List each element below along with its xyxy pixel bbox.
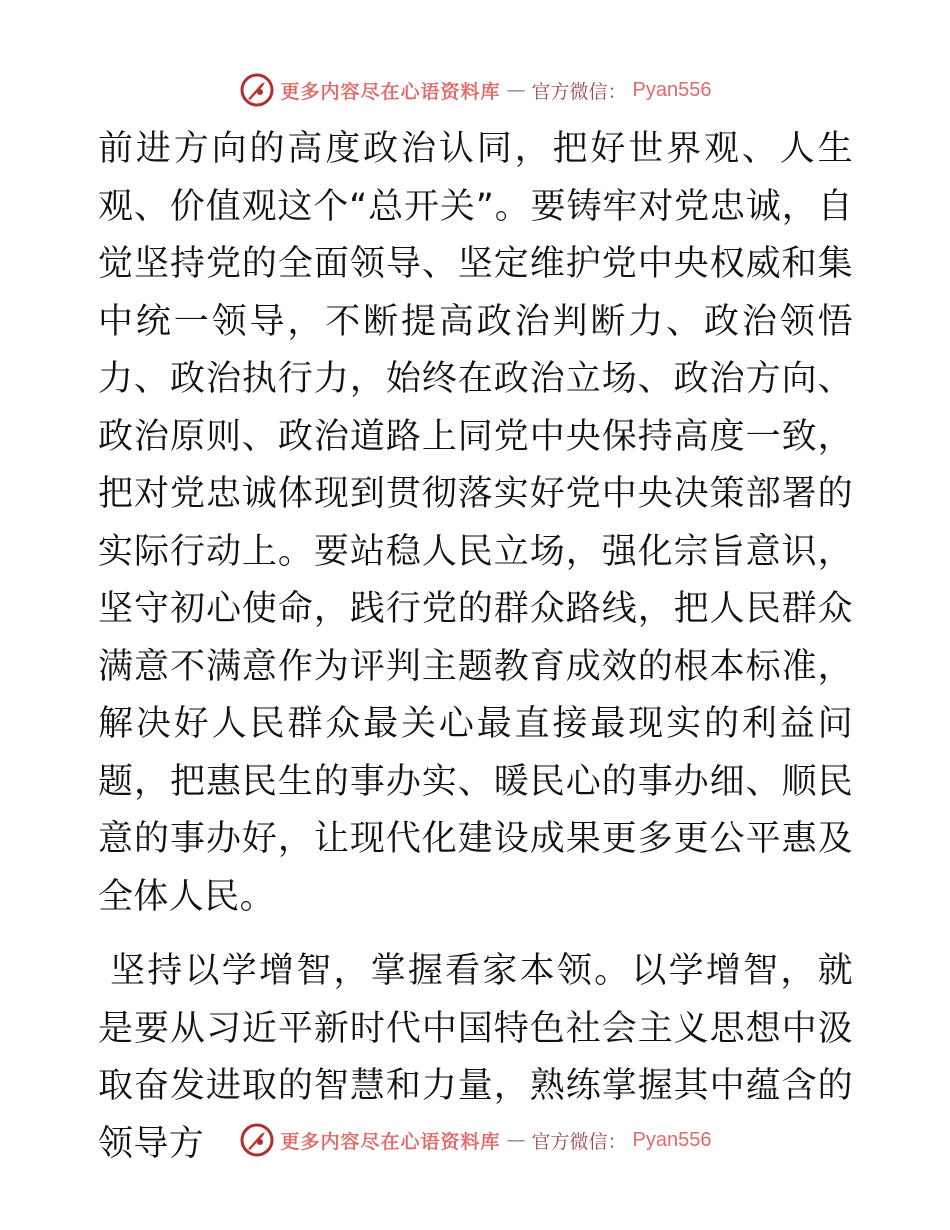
document-body (98, 121, 853, 1173)
brush-pen-logo-icon (239, 1122, 275, 1158)
header-separator: — (506, 79, 526, 101)
paragraph-1: 前进方向的高度政治认同，把好世界观、人生观、价值观这个“总开关”。要铸牢对党忠诚，自觉坚持党的全面领导、坚定维护党中央权威和集中统一领导，不断提高政治判断力、政治领悟力、政治执行力，始终在政治立场、政治方向、政治原则、政治道路上同党中央保持高度一致，把对党忠诚体现到贯彻落实好党中央决策部署的实际行动上。要站稳人民立场，强化宗旨意识，坚守初心使命，践行党的群众路线，把人民群众满意不满意作为评判主题教育成效的根本标准，解决好人民群众最关心最直接最现实的利益问题，把惠民生的事办实、暖民心的事办细、顺民意的事办好，让现代化建设成果更多更公平惠及全体人民。 (98, 129, 853, 917)
header-brand-text: 更多内容尽在心语资料库 (280, 80, 501, 103)
footer-wechat-label: 官方微信： (531, 1130, 627, 1153)
footer-brand-text: 更多内容尽在心语资料库 (280, 1130, 501, 1153)
footer-separator: — (506, 1129, 526, 1151)
header-wechat-id: Pyan556 (632, 78, 712, 101)
header-wechat-label: 官方微信： (531, 80, 627, 103)
footer-banner (0, 1120, 950, 1160)
footer-wechat-id: Pyan556 (632, 1128, 712, 1151)
header-banner (0, 70, 950, 110)
brush-pen-logo-icon (239, 72, 275, 108)
paragraph-2: 坚持以学增智，掌握看家本领。以学增智，就是要从习近平新时代中国特色社会主义思想中汲取奋发进取的智慧和力量，熟练掌握其中蕴含的领导方 (98, 951, 853, 1164)
